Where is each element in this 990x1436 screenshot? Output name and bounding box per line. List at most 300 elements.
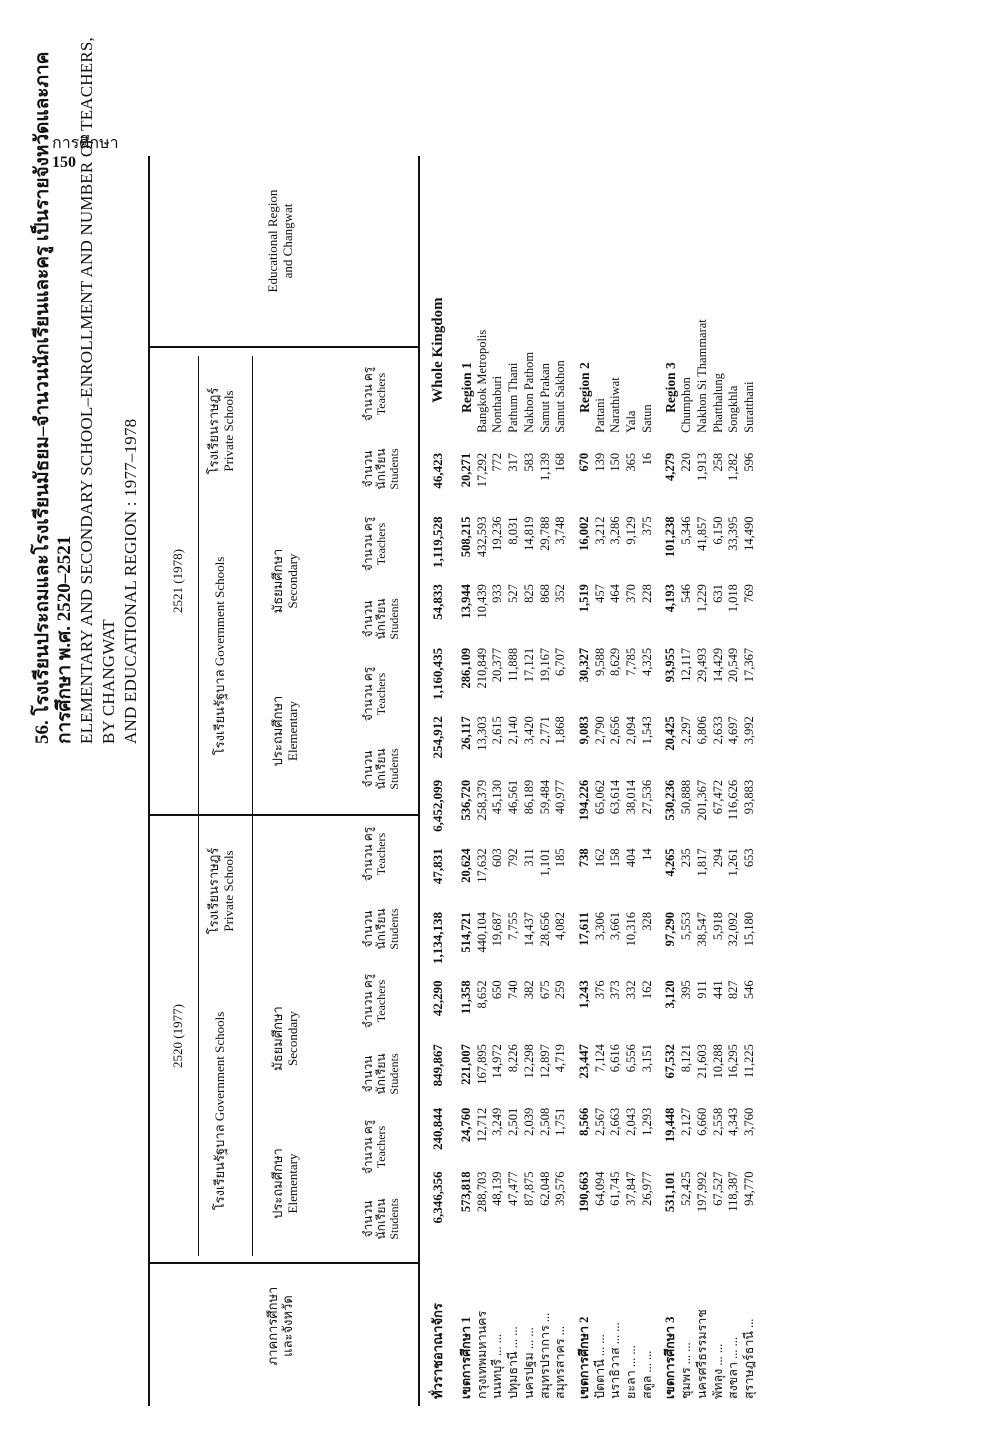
row-label-english: Songkhla: [726, 385, 741, 433]
elementary-1977: ประถมศึกษา Elementary: [270, 1148, 300, 1219]
table-row: [490, 159, 506, 1399]
cell-value: 235: [679, 848, 694, 868]
cell-value: 50,888: [679, 779, 694, 815]
cell-value: 2,043: [624, 1107, 639, 1136]
table-row: [726, 159, 742, 1399]
cell-value: 286,109: [459, 647, 473, 689]
cell-value: 201,367: [694, 779, 709, 821]
cell-value: 23,447: [576, 1044, 591, 1079]
cell-value: 2,127: [679, 1107, 694, 1136]
title-english-line2: AND EDUCATIONAL REGION : 1977–1978: [121, 418, 140, 744]
cell-value: 26,117: [459, 716, 473, 750]
cell-value: 4,082: [553, 912, 568, 941]
cell-value: 352: [553, 584, 568, 603]
table-row: [522, 159, 538, 1399]
row-label-english: Suratthani: [741, 381, 756, 433]
row-label-english: Bangkok Metropolis: [474, 329, 489, 433]
cell-value: 373: [608, 980, 623, 1000]
cell-value: 404: [624, 848, 639, 868]
teachers-subheader: จำนวน ครู Teachers: [361, 1119, 388, 1175]
cell-value: 258: [710, 452, 725, 472]
cell-value: 7,124: [592, 1044, 607, 1073]
students-subheader: จำนวน นักเรียน Students: [361, 1198, 401, 1240]
table-title: [32, 24, 142, 744]
cell-value: 792: [506, 848, 521, 868]
cell-value: 8,566: [576, 1107, 591, 1136]
row-label-thai: ยะลา ... ...: [624, 1345, 639, 1399]
row-label-english: Yala: [624, 410, 639, 433]
cell-value: 317: [506, 452, 521, 472]
cell-value: 13,944: [459, 584, 473, 619]
row-label-english: Chumphon: [679, 377, 694, 433]
kingdom-row: [425, 159, 451, 1399]
cell-value: 93,883: [741, 779, 756, 815]
title-thai: โรงเรียนประถมและโรงเรียนมัธยม–จำนวนนักเรียนและครู เป็นรายจังหวัดและภาคการศึกษา พ.ศ. 2520–2521: [32, 51, 75, 744]
cell-value: 2,094: [624, 716, 639, 745]
cell-value: 97,290: [663, 912, 678, 947]
cell-value: 29,493: [694, 647, 709, 683]
students-subheader: จำนวน นักเรียน Students: [361, 448, 401, 490]
cell-value: 7,785: [624, 647, 639, 676]
students-subheader: จำนวน นักเรียน Students: [361, 908, 401, 950]
enstub-divider: [148, 346, 420, 348]
row-label-english: Nakhon Pathom: [521, 351, 536, 433]
cell-value: 20,271: [459, 452, 473, 488]
cell-value: 14,429: [710, 647, 725, 683]
cell-value: 7,755: [506, 912, 521, 941]
section-name: การศึกษา: [52, 135, 119, 152]
cell-value: 254,912: [430, 716, 445, 759]
cell-value: 16,295: [726, 1044, 741, 1079]
region-header-english: Educational Region and Changwat: [265, 189, 295, 293]
cell-value: 259: [553, 980, 568, 1000]
cell-value: 41,857: [694, 516, 709, 551]
row-spacer: [569, 159, 577, 1399]
cell-value: 2,039: [521, 1107, 536, 1136]
row-label-thai: เขตการศึกษา 2: [576, 1316, 591, 1399]
teachers-subheader: จำนวน ครู Teachers: [361, 516, 388, 572]
cell-value: 64,094: [592, 1171, 607, 1206]
page-number: 150: [52, 154, 76, 171]
cell-value: 1,134,138: [430, 912, 445, 964]
cell-value: 37,847: [624, 1171, 639, 1206]
cell-value: 3,748: [553, 516, 568, 545]
year-1977: 2520 (1977): [170, 1004, 185, 1068]
cell-value: 375: [639, 516, 654, 536]
row-label-english: Phatthalung: [710, 373, 725, 433]
cell-value: 150: [608, 452, 623, 472]
cell-value: 603: [490, 848, 505, 868]
cell-value: 67,532: [663, 1044, 678, 1079]
cell-value: 168: [553, 452, 568, 472]
cell-value: 546: [741, 980, 756, 1000]
cell-value: 4,697: [726, 716, 741, 745]
cell-value: 38,014: [624, 779, 639, 815]
cell-value: 514,721: [459, 912, 473, 953]
cell-value: 1,868: [553, 716, 568, 745]
row-label-english: Nakhon Si Thammarat: [694, 319, 709, 433]
cell-value: 162: [592, 848, 607, 868]
cell-value: 20,624: [459, 848, 473, 883]
table-row: [577, 159, 593, 1399]
cell-value: 65,062: [592, 779, 607, 815]
row-label-english: Region 1: [459, 362, 474, 413]
title-english-line1: ELEMENTARY AND SECONDARY SCHOOL–ENROLLMENT AND NUMBER OF TEACHERS, BY CHANGWAT: [77, 37, 118, 744]
cell-value: 16: [639, 452, 654, 466]
cell-value: 47,831: [430, 848, 445, 885]
cell-value: 2,508: [537, 1107, 552, 1136]
cell-value: 29,788: [537, 516, 552, 551]
row-label-thai: พัทลุง ... ...: [710, 1343, 725, 1399]
cell-value: 8,226: [506, 1044, 521, 1073]
cell-value: 1,913: [694, 452, 709, 481]
cell-value: 240,844: [430, 1107, 445, 1151]
table-row: [679, 159, 695, 1399]
cell-value: 1,543: [639, 716, 654, 745]
row-label-thai: นครปฐม ... ...: [521, 1327, 536, 1399]
cell-value: 14,437: [521, 912, 536, 947]
cell-value: 3,212: [592, 516, 607, 545]
cell-value: 2,790: [592, 716, 607, 745]
table-row: [695, 159, 711, 1399]
cell-value: 118,387: [726, 1171, 741, 1212]
cell-value: 2,771: [537, 716, 552, 745]
cell-value: 1,018: [726, 584, 741, 613]
cell-value: 6,556: [624, 1044, 639, 1073]
cell-value: 61,745: [608, 1171, 623, 1206]
cell-value: 738: [576, 848, 591, 868]
cell-value: 10,316: [624, 912, 639, 947]
row-label-english: Pathum Thani: [506, 362, 521, 433]
elementary-1978: ประถมศึกษา Elementary: [270, 695, 300, 767]
cell-value: 94,770: [741, 1171, 756, 1206]
cell-value: 45,130: [490, 779, 505, 815]
cell-value: 194,226: [576, 779, 591, 821]
cell-value: 20,425: [663, 716, 678, 751]
cell-value: 30,327: [576, 647, 591, 683]
cell-value: 9,129: [624, 516, 639, 545]
cell-value: 1,160,435: [430, 647, 445, 700]
gov-schools-1977: โรงเรียนรัฐบาล Government Schools: [212, 1011, 227, 1211]
cell-value: 825: [521, 584, 536, 603]
region-header-thai: ภาคการศึกษา และจังหวัด: [265, 1286, 295, 1366]
cell-value: 6,150: [710, 516, 725, 545]
cell-value: 26,977: [639, 1171, 654, 1206]
cell-value: 42,290: [430, 980, 445, 1017]
cell-value: 531,101: [663, 1171, 678, 1213]
cell-value: 39,576: [553, 1171, 568, 1206]
row-label-english: Samut Sakhon: [553, 360, 568, 433]
cell-value: 33,395: [726, 516, 741, 551]
cell-value: 17,632: [474, 848, 489, 883]
cell-value: 4,343: [726, 1107, 741, 1136]
row-label-thai: สงขลา ... ...: [726, 1337, 741, 1399]
cell-value: 46,423: [430, 452, 445, 489]
cell-value: 12,298: [521, 1044, 536, 1079]
table-number: 56.: [32, 720, 53, 744]
row-label-thai: ชุมพร ... ...: [679, 1342, 694, 1399]
year-rule: [198, 356, 199, 1256]
cell-value: 14,972: [490, 1044, 505, 1079]
secondary-1978: มัธยมศึกษา Secondary: [270, 548, 300, 614]
cell-value: 101,238: [663, 516, 678, 558]
cell-value: 9,083: [576, 716, 591, 745]
cell-value: 190,663: [576, 1171, 591, 1213]
cell-value: 32,092: [726, 912, 741, 947]
cell-value: 210,849: [474, 647, 489, 689]
cell-value: 4,265: [663, 848, 678, 877]
row-label-thai: นครศรีธรรมราช: [694, 1309, 709, 1399]
cell-value: 772: [490, 452, 505, 472]
cell-value: 162: [639, 980, 654, 1000]
schooltype-rule: [252, 356, 253, 1256]
cell-value: 167,895: [474, 1044, 489, 1085]
cell-value: 1,243: [576, 980, 591, 1009]
teachers-subheader: จำนวน ครู Teachers: [361, 666, 388, 722]
cell-value: 52,425: [679, 1171, 694, 1206]
cell-value: 2,558: [710, 1107, 725, 1136]
cell-value: 197,992: [694, 1171, 709, 1213]
cell-value: 14: [639, 848, 654, 861]
cell-value: 527: [506, 584, 521, 603]
cell-value: 17,292: [474, 452, 489, 488]
row-label-thai: ปัตตานี ... ...: [592, 1334, 607, 1399]
row-label-thai: กรุงเทพมหานคร: [474, 1310, 489, 1399]
cell-value: 530,236: [663, 779, 678, 821]
cell-value: 631: [710, 584, 725, 603]
year-1978: 2521 (1978): [170, 549, 185, 613]
table-row: [640, 159, 656, 1399]
cell-value: 1,139: [537, 452, 552, 481]
cell-value: 19,236: [490, 516, 505, 551]
cell-value: 1,751: [553, 1107, 568, 1136]
table-row: [608, 159, 624, 1399]
cell-value: 8,121: [679, 1044, 694, 1073]
row-label-thai: นนทบุรี ... ...: [490, 1334, 505, 1399]
row-label-english: Satun: [639, 404, 654, 433]
row-label-thai: สตูล ... ...: [639, 1350, 654, 1399]
cell-value: 38,547: [694, 912, 709, 947]
students-subheader: จำนวน นักเรียน Students: [361, 748, 401, 790]
cell-value: 8,031: [506, 516, 521, 545]
cell-value: 1,229: [694, 584, 709, 613]
top-rule: [148, 156, 150, 1406]
cell-value: 8,652: [474, 980, 489, 1009]
students-subheader: จำนวน นักเรียน Students: [361, 598, 401, 640]
cell-value: 16,002: [576, 516, 591, 551]
cell-value: 24,760: [459, 1107, 473, 1143]
cell-value: 19,687: [490, 912, 505, 947]
cell-value: 440,104: [474, 912, 489, 953]
cell-value: 4,279: [663, 452, 678, 481]
cell-value: 3,420: [521, 716, 536, 745]
row-label-thai: เขตการศึกษา 1: [459, 1316, 473, 1399]
cell-value: 1,293: [639, 1107, 654, 1136]
cell-value: 2,615: [490, 716, 505, 745]
table-row: [624, 159, 640, 1399]
cell-value: 20,377: [490, 647, 505, 683]
teachers-subheader: จำนวน ครู Teachers: [361, 826, 388, 882]
table-row: [459, 159, 475, 1399]
cell-value: 1,101: [537, 848, 552, 877]
students-subheader: จำนวน นักเรียน Students: [361, 1053, 401, 1095]
cell-value: 63,614: [608, 779, 623, 815]
cell-value: 28,656: [537, 912, 552, 947]
cell-value: 116,626: [726, 779, 741, 821]
cell-value: 19,167: [537, 647, 552, 683]
table-row: [553, 159, 569, 1399]
cell-value: 536,720: [459, 779, 473, 821]
cell-value: 4,193: [663, 584, 678, 613]
cell-value: 8,629: [608, 647, 623, 676]
row-label-thai: สุราษฎร์ธานี ...: [741, 1318, 756, 1399]
cell-value: 2,297: [679, 716, 694, 745]
cell-value: 6,806: [694, 716, 709, 745]
cell-value: 185: [553, 848, 568, 868]
row-label-thai: สมุทรปราการ ...: [537, 1312, 552, 1399]
cell-value: 220: [679, 452, 694, 472]
cell-value: 596: [741, 452, 756, 472]
row-label-thai: ปทุมธานี ... ...: [506, 1326, 521, 1399]
row-label-thai: นราธิวาส ... ...: [608, 1322, 623, 1399]
enrollment-table: [425, 159, 758, 1399]
cell-value: 6,660: [694, 1107, 709, 1136]
cell-value: 9,588: [592, 647, 607, 676]
cell-value: 3,992: [741, 716, 756, 745]
cell-value: 670: [576, 452, 591, 472]
cell-value: 6,452,099: [430, 779, 445, 832]
row-label-english: Nonthaburi: [490, 375, 505, 433]
row-spacer: [655, 159, 663, 1399]
cell-value: 12,117: [679, 647, 694, 682]
cell-value: 5,918: [710, 912, 725, 941]
table-row: [742, 159, 758, 1399]
cell-value: 546: [679, 584, 694, 603]
table-row: [663, 159, 679, 1399]
row-label-english: Narathiwat: [608, 377, 623, 433]
cell-value: 332: [624, 980, 639, 1000]
cell-value: 376: [592, 980, 607, 1000]
cell-value: 1,817: [694, 848, 709, 877]
cell-value: 6,707: [553, 647, 568, 676]
cell-value: 573,818: [459, 1171, 473, 1213]
cell-value: 3,760: [741, 1107, 756, 1136]
cell-value: 10,288: [710, 1044, 725, 1079]
cell-value: 3,306: [592, 912, 607, 941]
cell-value: 650: [490, 980, 505, 1000]
table-row: [593, 159, 609, 1399]
cell-value: 46,561: [506, 779, 521, 815]
cell-value: 288,703: [474, 1171, 489, 1213]
teachers-subheader: จำนวน ครู Teachers: [361, 366, 388, 422]
cell-value: 17,121: [521, 647, 536, 683]
cell-value: 4,719: [553, 1044, 568, 1073]
cell-value: 221,007: [459, 1044, 473, 1085]
cell-value: 54,833: [430, 584, 445, 620]
cell-value: 457: [592, 584, 607, 603]
cell-value: 3,249: [490, 1107, 505, 1136]
cell-value: 11,358: [459, 980, 473, 1015]
cell-value: 93,955: [663, 647, 678, 683]
cell-value: 328: [639, 912, 654, 931]
cell-value: 382: [521, 980, 536, 1000]
cell-value: 6,346,356: [430, 1171, 445, 1224]
cell-value: 849,867: [430, 1044, 445, 1087]
cell-value: 10,439: [474, 584, 489, 619]
row-label-english: Samut Prakan: [537, 363, 552, 433]
cell-value: 19,448: [663, 1107, 678, 1143]
row-label-thai: เขตการศึกษา 3: [663, 1316, 678, 1399]
cell-value: 40,977: [553, 779, 568, 815]
row-label-thai: สมุทรสาคร ...: [553, 1325, 568, 1399]
cell-value: 228: [639, 584, 654, 603]
cell-value: 5,553: [679, 912, 694, 941]
cell-value: 1,282: [726, 452, 741, 481]
cell-value: 67,472: [710, 779, 725, 815]
table-row: [538, 159, 554, 1399]
cell-value: 15,180: [741, 912, 756, 947]
cell-value: 12,712: [474, 1107, 489, 1143]
cell-value: 47,477: [506, 1171, 521, 1206]
cell-value: 17,367: [741, 647, 756, 683]
table-row: [475, 159, 491, 1399]
cell-value: 17,611: [576, 912, 591, 946]
cell-value: 67,527: [710, 1171, 725, 1206]
row-label-english: Whole Kingdom: [430, 297, 446, 403]
cell-value: 5,346: [679, 516, 694, 545]
year-divider: [148, 814, 420, 816]
cell-value: 911: [694, 980, 709, 999]
cell-value: 14,490: [741, 516, 756, 551]
cell-value: 2,663: [608, 1107, 623, 1136]
cell-value: 740: [506, 980, 521, 1000]
cell-value: 2,140: [506, 716, 521, 745]
row-label-english: Region 3: [663, 362, 679, 413]
cell-value: 27,536: [639, 779, 654, 815]
cell-value: 3,286: [608, 516, 623, 545]
cell-value: 508,215: [459, 516, 473, 558]
cell-value: 769: [741, 584, 756, 603]
cell-value: 3,151: [639, 1044, 654, 1073]
cell-value: 14,819: [521, 516, 536, 551]
cell-value: 62,048: [537, 1171, 552, 1206]
cell-value: 1,519: [576, 584, 591, 613]
cell-value: 4,325: [639, 647, 654, 676]
cell-value: 158: [608, 848, 623, 868]
row-spacer: [451, 159, 459, 1399]
header-bottom-rule: [418, 156, 420, 1406]
cell-value: 21,603: [694, 1044, 709, 1079]
cell-value: 11,888: [506, 647, 521, 682]
gov-schools-1978: โรงเรียนรัฐบาล Government Schools: [212, 556, 227, 756]
cell-value: 395: [679, 980, 694, 1000]
cell-value: 139: [592, 452, 607, 472]
cell-value: 87,875: [521, 1171, 536, 1206]
cell-value: 1,119,528: [430, 516, 445, 568]
cell-value: 583: [521, 452, 536, 472]
cell-value: 365: [624, 452, 639, 472]
cell-value: 441: [710, 980, 725, 1000]
cell-value: 3,661: [608, 912, 623, 941]
cell-value: 2,501: [506, 1107, 521, 1136]
cell-value: 48,139: [490, 1171, 505, 1206]
cell-value: 464: [608, 584, 623, 603]
cell-value: 59,484: [537, 779, 552, 815]
private-1978: โรงเรียนราษฎร์ Private Schools: [206, 387, 236, 475]
cell-value: 2,567: [592, 1107, 607, 1136]
cell-value: 20,549: [726, 647, 741, 683]
cell-value: 675: [537, 980, 552, 1000]
